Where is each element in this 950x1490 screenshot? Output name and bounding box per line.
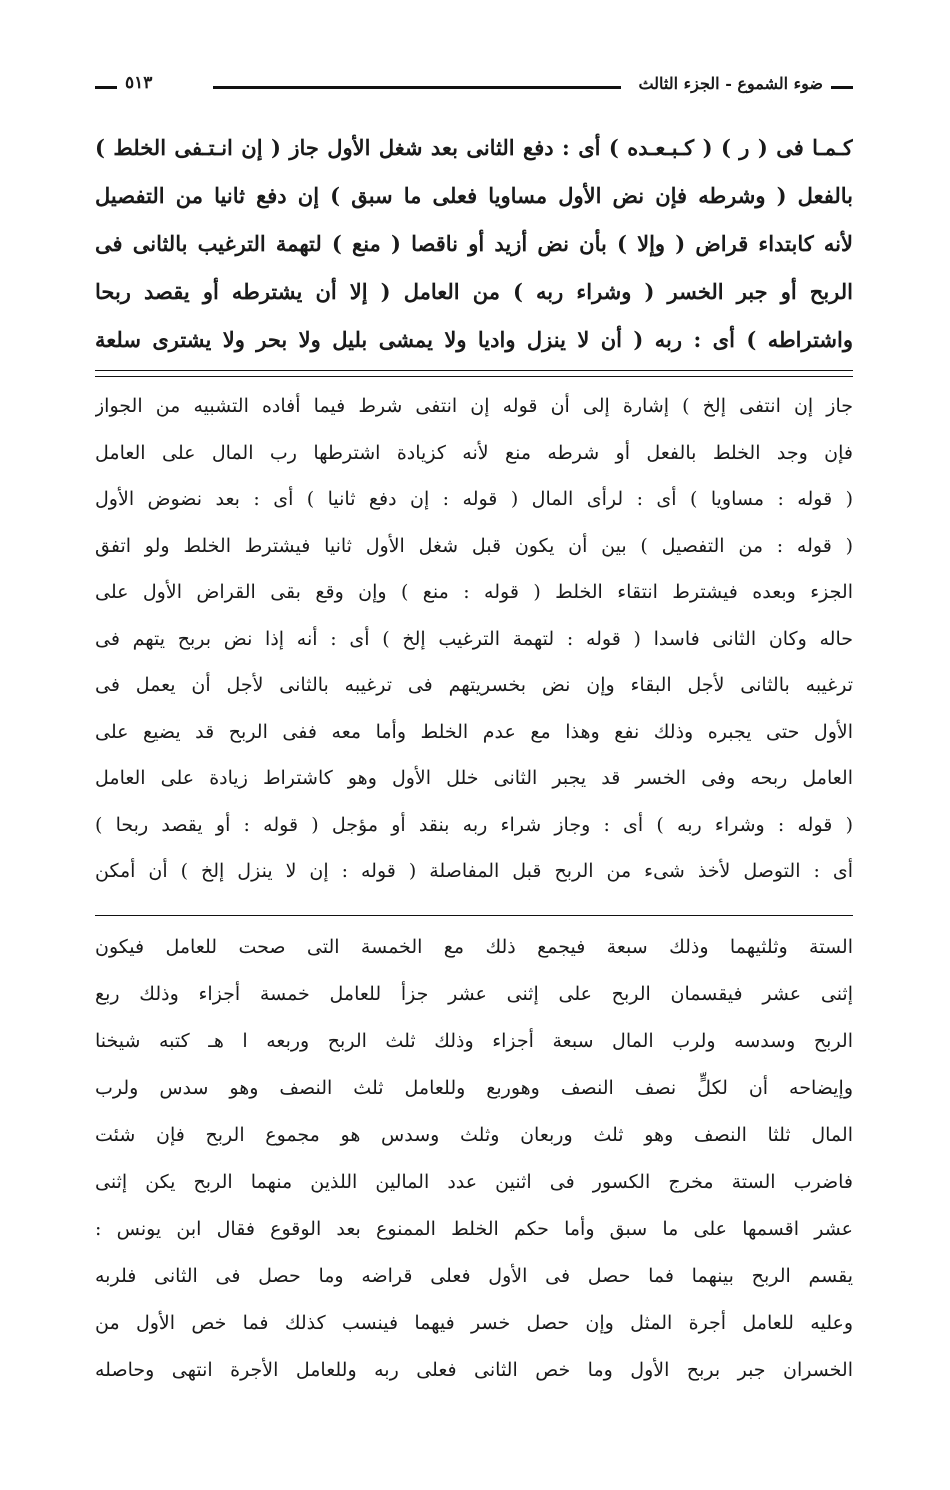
page-header <box>95 74 853 100</box>
commentary-line: ( قوله : وشراء ربه ) أى : وجاز شراء ربه بنقد أو مؤجل ( قوله : أو يقصد ربحا ) <box>95 814 853 836</box>
commentary-line: حاله وكان الثانى فاسدا ( قوله : لتهمة الترغيب إلخ ) أى : أنه إذا نض بربح يتهم فى <box>95 628 853 650</box>
footnote-line: الربح وسدسه ولرب المال سبعة أجزاء وذلك ثلث الربح وربعه ا هـ كتبه شيخنا <box>95 1030 853 1052</box>
footnote-line: يقسم الربح بينهما فما حصل فى الأول فعلى قراضه وما حصل فى الثانى فلربه <box>95 1265 853 1287</box>
commentary-line: جاز إن انتفى إلخ ) إشارة إلى أن قوله إن انتفى شرط فيما أفاده التشبيه من الجواز <box>95 395 853 417</box>
main-line: بالفعل ( وشرطه فإن نض الأول مساويا فعلى ما سبق ) إن دفع ثانيا من التفصيل <box>95 183 853 208</box>
page-number: ٥١٣ <box>125 73 153 93</box>
commentary-line: أى : التوصل لأخذ شىء من الربح قبل المفاصلة ( قوله : إن لا ينزل إلخ ) أن أمكن <box>95 860 853 882</box>
main-line: كـمـا فى ( ر ) ( كـبـعـده ) أى : دفع الثانى بعد شغل الأول جاز ( إن انـتـفى الخلط ) <box>95 135 853 160</box>
header-rule <box>213 86 621 89</box>
single-separator <box>95 915 853 916</box>
footnote-line: فاضرب الستة مخرج الكسور فى اثنين عدد المالين اللذين منهما الربح يكن إثنى <box>95 1171 853 1193</box>
main-line: واشتراطه ) أى : ربه ( أن لا ينزل واديا ولا يمشى بليل ولا بحر ولا يشترى سلعة <box>95 327 853 352</box>
commentary-line: فإن وجد الخلط بالفعل أو شرطه منع لأنه كزيادة اشترطها رب المال على العامل <box>95 442 853 464</box>
footnote-line: الستة وثلثيهما وذلك سبعة فيجمع ذلك مع الخمسة التى صحت للعامل فيكون <box>95 936 853 958</box>
commentary-line: ( قوله : من التفصيل ) بين أن يكون قبل شغل الأول ثانيا فيشترط الخلط ولو اتفق <box>95 535 853 557</box>
double-separator <box>95 370 853 377</box>
footnote-line: الخسران جبر بربح الأول وما خص الثانى فعلى ربه وللعامل الأجرة انتهى وحاصله <box>95 1359 853 1381</box>
footnote-line: المال ثلثا النصف وهو ثلث وربعان وثلث وسدس هو مجموع الربح فإن شئت <box>95 1124 853 1146</box>
header-dash-right <box>831 86 853 89</box>
footnote-line: عشر اقسمها على ما سبق وأما حكم الخلط الممنوع بعد الوقوع فقال ابن يونس : <box>95 1218 853 1240</box>
running-title: ضوء الشموع - الجزء الثالث <box>638 74 823 93</box>
commentary-line: الأول حتى يجبره وذلك نفع وهذا مع عدم الخلط وأما معه ففى الربح قد يضيع على <box>95 721 853 743</box>
footnote-line: إثنى عشر فيقسمان الربح على إثنى عشر جزأ للعامل خمسة أجزاء وذلك ربع <box>95 983 853 1005</box>
commentary-line: العامل ربحه وفى الخسر قد يجبر الثانى خلل الأول وهو كاشتراط زيادة على العامل <box>95 767 853 789</box>
main-line: لأنه كابتداء قراض ( وإلا ) بأن نض أزيد أو ناقصا ( منع ) لتهمة الترغيب بالثانى فى <box>95 231 853 256</box>
footnote-line: وعليه للعامل أجرة المثل وإن حصل خسر فيهما فينسب كذلك فما خص الأول من <box>95 1312 853 1334</box>
main-line: الربح أو جبر الخسر ( وشراء ربه ) من العامل ( إلا أن يشترطه أو يقصد ربحا <box>95 279 853 304</box>
commentary-line: ترغيبه بالثانى لأجل البقاء وإن نض بخسريتهم فى ترغيبه بالثانى لأجل أن يعمل فى <box>95 674 853 696</box>
header-dash-left <box>95 86 117 89</box>
commentary-line: الجزء وبعده فيشترط انتقاء الخلط ( قوله : منع ) وإن وقع بقى القراض الأول على <box>95 581 853 603</box>
commentary-line: ( قوله : مساويا ) أى : لرأى المال ( قوله : إن دفع ثانيا ) أى : بعد نضوض الأول <box>95 488 853 510</box>
footnote-line: وإيضاحه أن لكلٍّ نصف النصف وهوربع وللعامل ثلث النصف وهو سدس ولرب <box>95 1077 853 1099</box>
